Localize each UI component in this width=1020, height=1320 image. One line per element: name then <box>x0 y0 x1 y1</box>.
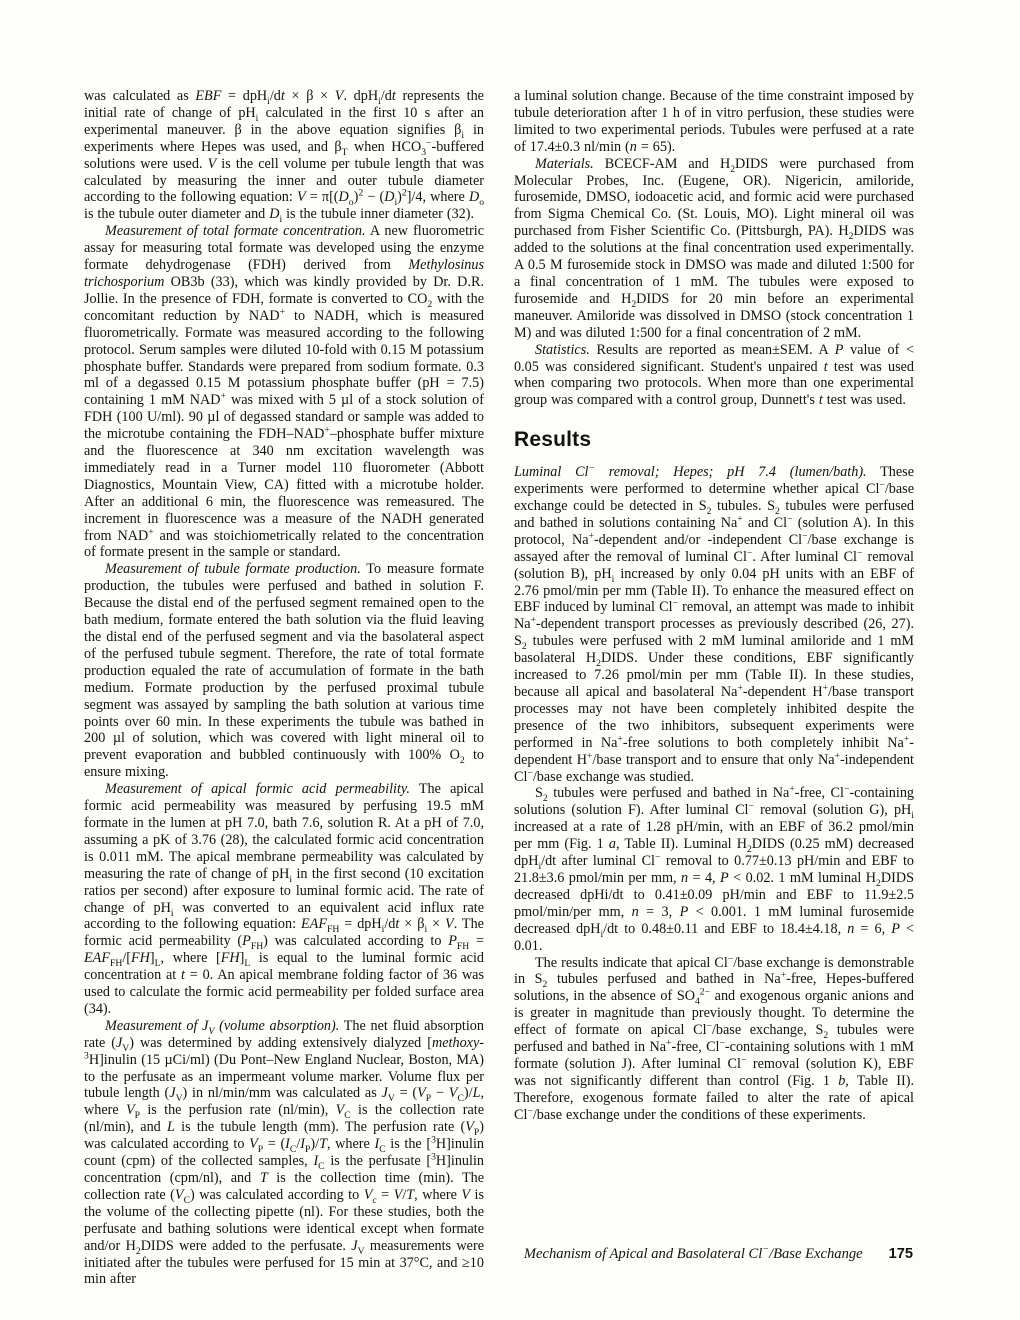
page-number: 175 <box>888 1246 913 1262</box>
results-section-heading: Results <box>514 428 592 452</box>
paragraph-measurement-apical-formic-acid-permeability: Measurement of apical formic acid permeability. The apical formic acid permeability was measured by perfusing 19.5 mM formate in the lumen at pH 7.0, bath 7.6, solution R. At a pH of 7.0, assuming a pK of 3.76 (28), the calculated formic acid concentration is 0.011 mM. The apical membrane permeability was calculated by measuring the rate of change of $pH_i$ in the first second (10 excitation ratios per second) after exposure to luminal formic acid. The rate of change of $pH_i$ was converted to an equivalent acid influx rate according to the following equation: $EAF_{FH} = dpH_i/dt \times \beta_i \times V$. The formic acid permeability $(P_{FH})$ was calculated according to $P_{FH} = EAF_{FH}/[FH]_L$, where $[FH]_L$ is equal to the luminal formic acid concentration at t = 0. An apical membrane folding factor of 36 was used to calculate the formic acid permeability per folded surface area (34). <box>84 781 485 1017</box>
two-column-text-area <box>84 88 914 1288</box>
paragraph-s2-tubules-na-free: $S_2$ tubules were perfused and bathed in Na+-free, Cl−-containing solutions (solution F). After luminal Cl− removal (solution G), $pH_i$ increased at a rate of 1.28 pH/min, with an EBF of 36.2 pmol/min per mm (Fig. 1 a, Table II). Luminal $H_2DIDS$ (0.25 mM) decreased dpH$_i$/dt after luminal Cl− removal to 0.77±0.13 pH/min and EBF to 21.8±3.6 pmol/min per mm, n = 4, P < 0.02. 1 mM luminal $H_2DIDS$ decreased dpHi/dt to 0.41±0.09 pH/min and EBF to 11.9±2.5 pmol/min/per mm, n = 3, P < 0.001. 1 mM luminal furosemide decreased dpH$_i$/dt to 0.48±0.11 and EBF to 18.4±4.18, n = 6, P < 0.01. <box>514 783 915 954</box>
paragraph-measurement-total-formate: Measurement of total formate concentration. A new fluorometric assay for measuring total formate was developed using the enzyme formate dehydrogenase (FDH) derived from Methylosinus trichosporium OB3b (33), which was kindly provided by Dr. D.R. Jollie. In the presence of FDH, formate is converted to $CO_2$ with the concomitant reduction by NAD+ to NADH, which is measured fluorometrically. Formate was measured according to the following protocol. Serum samples were diluted 10-fold with 0.15 M potassium phosphate buffer. Standards were prepared from sodium formate. 0.3 ml of a degassed 0.15 M potassium phosphate buffer (pH = 7.5) containing 1 mM NAD+ was mixed with 5 µl of a stock solution of FDH (100 U/ml). 90 µl of degassed standard or sample was added to the microtube containing the FDH–NAD+–phosphate buffer mixture and the fluorescence at 340 nm excitation wavelength was immediately read in a Turner model 110 fluorometer (Abbott Diagnostics, Mountain View, CA) fitted with a microtube holder. After an additional 6 min, the fluorescence was remeasured. The increment in fluorescence was a measure of the NADH generated from NAD+ and was stoichiometrically related to the concentration of formate present in the sample or standard. <box>84 223 485 561</box>
paragraph-results-summary-formate: The results indicate that apical Cl−/base exchange is demonstrable in $S_2$ tubules perfused and bathed in Na+-free, Hepes-buffered solutions, in the absence of $SO_4^{2-}$ and exogenous organic anions and is greater in magnitude than previously thought. To determine the effect of formate on apical Cl−/base exchange, $S_2$ tubules were perfused and bathed in Na+-free, Cl−-containing solutions with 1 mM formate (solution J). After luminal Cl− removal (solution K), EBF was not significantly different than control (Fig. 1 b, Table II). Therefore, exogenous formate failed to alter the rate of apical Cl−/base exchange under the conditions of these experiments. <box>514 952 915 1123</box>
page-footer <box>524 1246 913 1263</box>
paragraph-measurement-tubule-formate-production: Measurement of tubule formate production. To measure formate production, the tubules were perfused and bathed in solution F. Because the distal end of the perfused segment remained open to the bath medium, formate entered the bath solution via the fluid leaving the distal end of the perfused segment and via the basolateral aspect of the perfused tubule segment. Therefore, the rate of total formate production equaled the rate of accumulation of formate in the bath medium. Formate production by the perfused proximal tubule segment was assayed by sampling the bath solution at various time points over 60 min. In these experiments the tubule was bathed in 200 µl of solution, which was covered with light mineral oil to prevent evaporation and bubbled continuously with 100% $O_2$ to ensure mixing. <box>84 561 484 781</box>
paragraph-luminal-solution-change-continuation: a luminal solution change. Because of the time constraint imposed by tubule deterioration after 1 h of in vitro perfusion, these studies were limited to two experimental periods. Tubules were perfused at a rate of 17.4±0.3 nl/min (n = 65). <box>514 88 914 155</box>
paragraph-measurement-jv-volume-absorption: Measurement of $J_V$ (volume absorption). The net fluid absorption rate $(J_V)$ was determined by adding extensively dialyzed [methoxy-$^3$H]inulin (15 µCi/ml) (Du Pont–New England Nuclear, Boston, MA) to the perfusate as an impermeant volume marker. Volume flux per tubule length $(J_V)$ in nl/min/mm was calculated as $J_V = (V_P - V_C)/L$, where $V_P$ is the perfusion rate (nl/min), $V_C$ is the collection rate (nl/min), and L is the tubule length (mm). The perfusion rate $(V_P)$ was calculated according to $V_P = (I_C/I_P)/T$, where $I_C$ is the [$^3$H]inulin count (cpm) of the collected samples, $I_C$ is the perfusate [$^3$H]inulin concentration (cpm/nl), and T is the collection time (min). The collection rate $(V_C)$ was calculated according to $V_c = V/T$, where V is the volume of the collecting pipette (nl). For these studies, both the perfusate and bathing solutions were identical except when formate and/or $H_2DIDS$ were added to the perfusate. $J_V$ measurements were initiated after the tubules were perfused for 15 min at 37°C, and ≥10 min after <box>84 1017 484 1288</box>
paragraph-statistics: Statistics. Results are reported as mean±SEM. A P value of < 0.05 was considered significant. Student's unpaired t test was used when comparing two protocols. When more than one experimental group was compared with a control group, Dunnett's t test was used. <box>514 341 915 409</box>
right-column <box>514 88 914 1288</box>
left-column <box>84 88 484 1288</box>
running-title: Mechanism of Apical and Basolateral Cl−/Base Exchange <box>523 1244 863 1262</box>
paragraph-luminal-cl-removal-hepes: Luminal Cl− removal; Hepes; pH 7.4 (lumen/bath). These experiments were performed to determine whether apical Cl−/base exchange could be detected in $S_2$ tubules. $S_2$ tubules were perfused and bathed in solutions containing Na+ and Cl− (solution A). In this protocol, Na+-dependent and/or -independent Cl−/base exchange is assayed after the removal of luminal Cl−. After luminal Cl− removal (solution B), $pH_i$ increased by only 0.04 pH units with an EBF of 2.76 pmol/min per mm (Table II). To enhance the measured effect on EBF induced by luminal Cl− removal, an attempt was made to inhibit Na+-dependent transport processes as previously described (26, 27). $S_2$ tubules were perfused with 2 mM luminal amiloride and 1 mM basolateral $H_2DIDS$. Under these conditions, EBF significantly increased to 7.26 pmol/min per mm (Table II). In these studies, because all apical and basolateral Na+-dependent H+/base transport processes may not have been completely inhibited despite the presence of the two inhibitors, subsequent experiments were performed in Na+-free solutions to both completely inhibit Na+-dependent H+/base transport and to ensure that only Na+-independent Cl−/base exchange was studied. <box>514 462 915 785</box>
paragraph-materials: Materials. BCECF-AM and $H_2DIDS$ were purchased from Molecular Probes, Inc. (Eugene, OR). Nigericin, amiloride, furosemide, DMSO, iodoacetic acid, and formic acid were purchased from Sigma Chemical Co. (St. Louis, MO). Light mineral oil was purchased from Fisher Scientific Co. (Pittsburgh, PA). $H_2DIDS$ was added to the solutions at the final concentration used experimentally. A 0.5 M furosemide stock in DMSO was made and diluted 1:500 for a final concentration of 1 mM. The tubules were exposed to furosemide and $H_2DIDS$ for 20 min before an experimental maneuver. Amiloride was dissolved in DMSO (stock concentration 1 M) and was diluted 1:500 for a final concentration of 2 mM. <box>514 155 915 341</box>
paragraph-ebf-equation-continuation: was calculated as EBF = dpH$_i$/dt × β × V. dpH$_i$/dt represents the initial rate of change of $pH_i$ calculated in the first 10 s after an experimental maneuver. β in the above equation signifies $\beta_i$ in experiments where Hepes was used, and $\beta_T$ when $HCO_3^-$-buffered solutions were used. V is the cell volume per tubule length that was calculated by measuring the inner and outer tubule diameter according to the following equation: $V = \pi[(D_o)^2 - (D_i)^2]/4$, where $D_o$ is the tubule outer diameter and $D_i$ is the tubule inner diameter (32). <box>84 88 485 226</box>
